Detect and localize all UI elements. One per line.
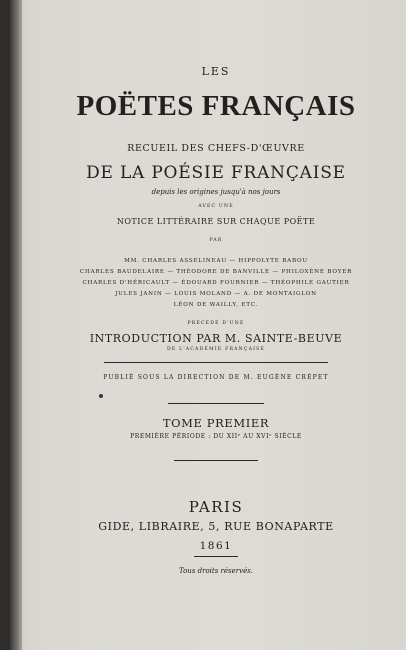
academie-line: DE L'ACADÉMIE FRANÇAISE	[166, 347, 266, 352]
authors-line-5: LÉON DE WAILLY, ETC.	[173, 302, 259, 308]
authors-line-4: JULES JANIN — LOUIS MOLAND — A. DE MONTAIGLON	[115, 291, 317, 297]
introduction-line: INTRODUCTION PAR M. SAINTE-BEUVE	[89, 332, 343, 345]
divider-rule	[168, 403, 264, 404]
par-line: PAR	[209, 238, 223, 243]
precede-line: PRÉCÉDÉ D'UNE	[187, 321, 245, 326]
subtitle-depuis: depuis les origines jusqu'à nos jours	[151, 188, 281, 196]
notice-line: NOTICE LITTÉRAIRE SUR CHAQUE POËTE	[116, 217, 316, 226]
book-page	[10, 0, 406, 650]
authors-line-1: MM. CHARLES ASSELINEAU — HIPPOLYTE BABOU	[124, 258, 308, 264]
divider-rule	[194, 556, 238, 557]
avec-une: AVEC UNE	[198, 204, 234, 209]
book-spine	[10, 0, 22, 650]
city-line: PARIS	[188, 498, 244, 516]
book-title: POËTES FRANÇAIS	[76, 90, 356, 122]
authors-line-2: CHARLES BAUDELAIRE — THÉODORE DE BANVILLE — PHILOXÈNE BOYER	[79, 269, 353, 275]
divider-rule	[104, 362, 328, 363]
article-les: LES	[201, 65, 231, 78]
publisher-line: GIDE, LIBRAIRE, 5, RUE BONAPARTE	[98, 520, 334, 533]
publie-line: PUBLIÉ SOUS LA DIRECTION DE M. EUGÈNE CRÉPET	[103, 374, 329, 381]
divider-rule	[174, 460, 258, 461]
subtitle-recueil: RECUEIL DES CHEFS-D'ŒUVRE	[127, 143, 305, 154]
rights-line: Tous droits réservés.	[178, 567, 254, 575]
subtitle-poesie: DE LA POÉSIE FRANÇAISE	[86, 163, 346, 183]
ink-spot	[99, 394, 103, 398]
authors-line-3: CHARLES D'HÉRICAULT — ÉDOUARD FOURNIER — THÉOPHILE GAUTIER	[82, 280, 350, 286]
periode-line: PREMIÈRE PÉRIODE : DU XIIᵉ AU XVIᵉ SIÈCLE	[130, 433, 302, 440]
tome-line: TOME PREMIER	[162, 416, 270, 430]
year-line: 1861	[199, 540, 233, 552]
